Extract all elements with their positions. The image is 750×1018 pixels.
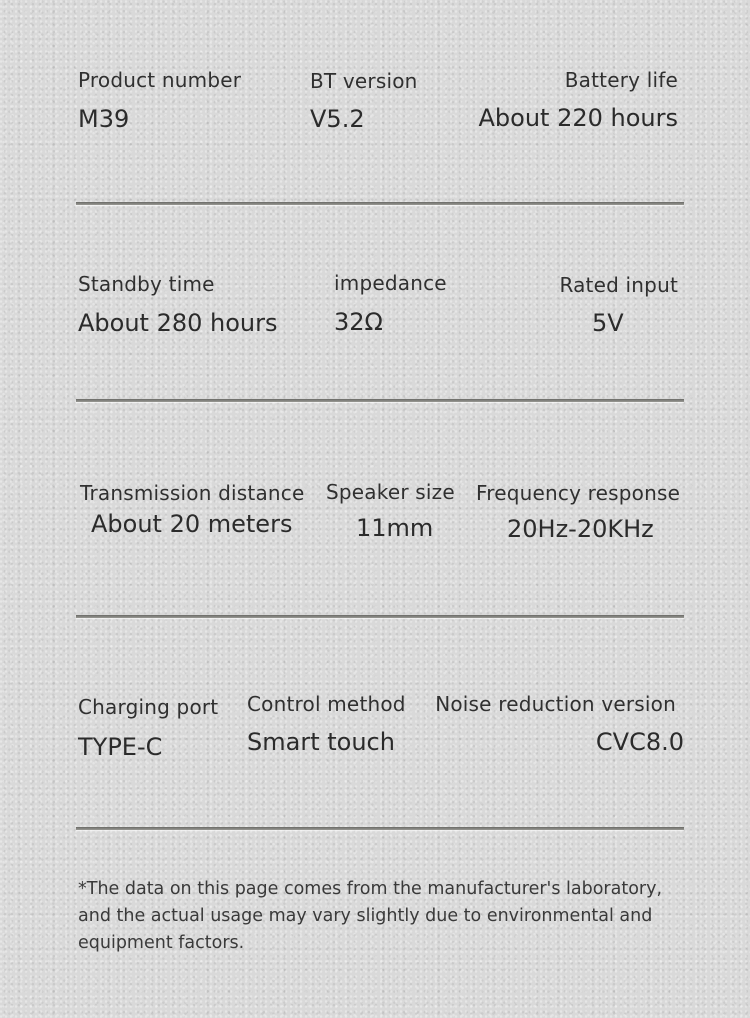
spec-label-speaker-size: Speaker size xyxy=(326,480,455,504)
spec-label-bt-version: BT version xyxy=(310,69,418,93)
spec-value-transmission-distance: About 20 meters xyxy=(91,510,293,538)
spec-value-charging-port: TYPE-C xyxy=(78,733,163,761)
spec-value-noise-reduction-version: CVC8.0 xyxy=(595,728,684,756)
spec-label-noise-reduction-version: Noise reduction version xyxy=(435,692,676,716)
spec-label-control-method: Control method xyxy=(247,692,406,716)
spec-value-impedance: 32Ω xyxy=(334,308,383,336)
spec-label-rated-input: Rated input xyxy=(559,273,678,297)
spec-label-product-number: Product number xyxy=(78,68,242,92)
spec-value-speaker-size: 11mm xyxy=(356,514,434,542)
divider-3 xyxy=(76,615,684,618)
spec-label-transmission-distance: Transmission distance xyxy=(80,481,305,505)
spec-value-frequency-response: 20Hz-20KHz xyxy=(507,515,654,543)
spec-value-bt-version: V5.2 xyxy=(310,105,365,133)
spec-label-battery-life: Battery life xyxy=(564,68,678,92)
spec-value-rated-input: 5V xyxy=(592,309,624,337)
spec-value-product-number: M39 xyxy=(78,105,130,133)
spec-label-frequency-response: Frequency response xyxy=(476,481,681,505)
divider-1 xyxy=(76,202,684,205)
spec-value-control-method: Smart touch xyxy=(247,728,395,756)
spec-label-standby-time: Standby time xyxy=(78,272,215,296)
spec-label-charging-port: Charging port xyxy=(78,695,219,719)
spec-value-battery-life: About 220 hours xyxy=(478,104,678,132)
divider-4 xyxy=(76,827,684,830)
spec-value-standby-time: About 280 hours xyxy=(78,309,278,337)
divider-2 xyxy=(76,399,684,402)
footnote-disclaimer: *The data on this page comes from the manufacturer's laboratory, and the actual usage may vary slightly due to environmental and equipment factors. xyxy=(78,879,663,953)
spec-label-impedance: impedance xyxy=(334,271,447,295)
